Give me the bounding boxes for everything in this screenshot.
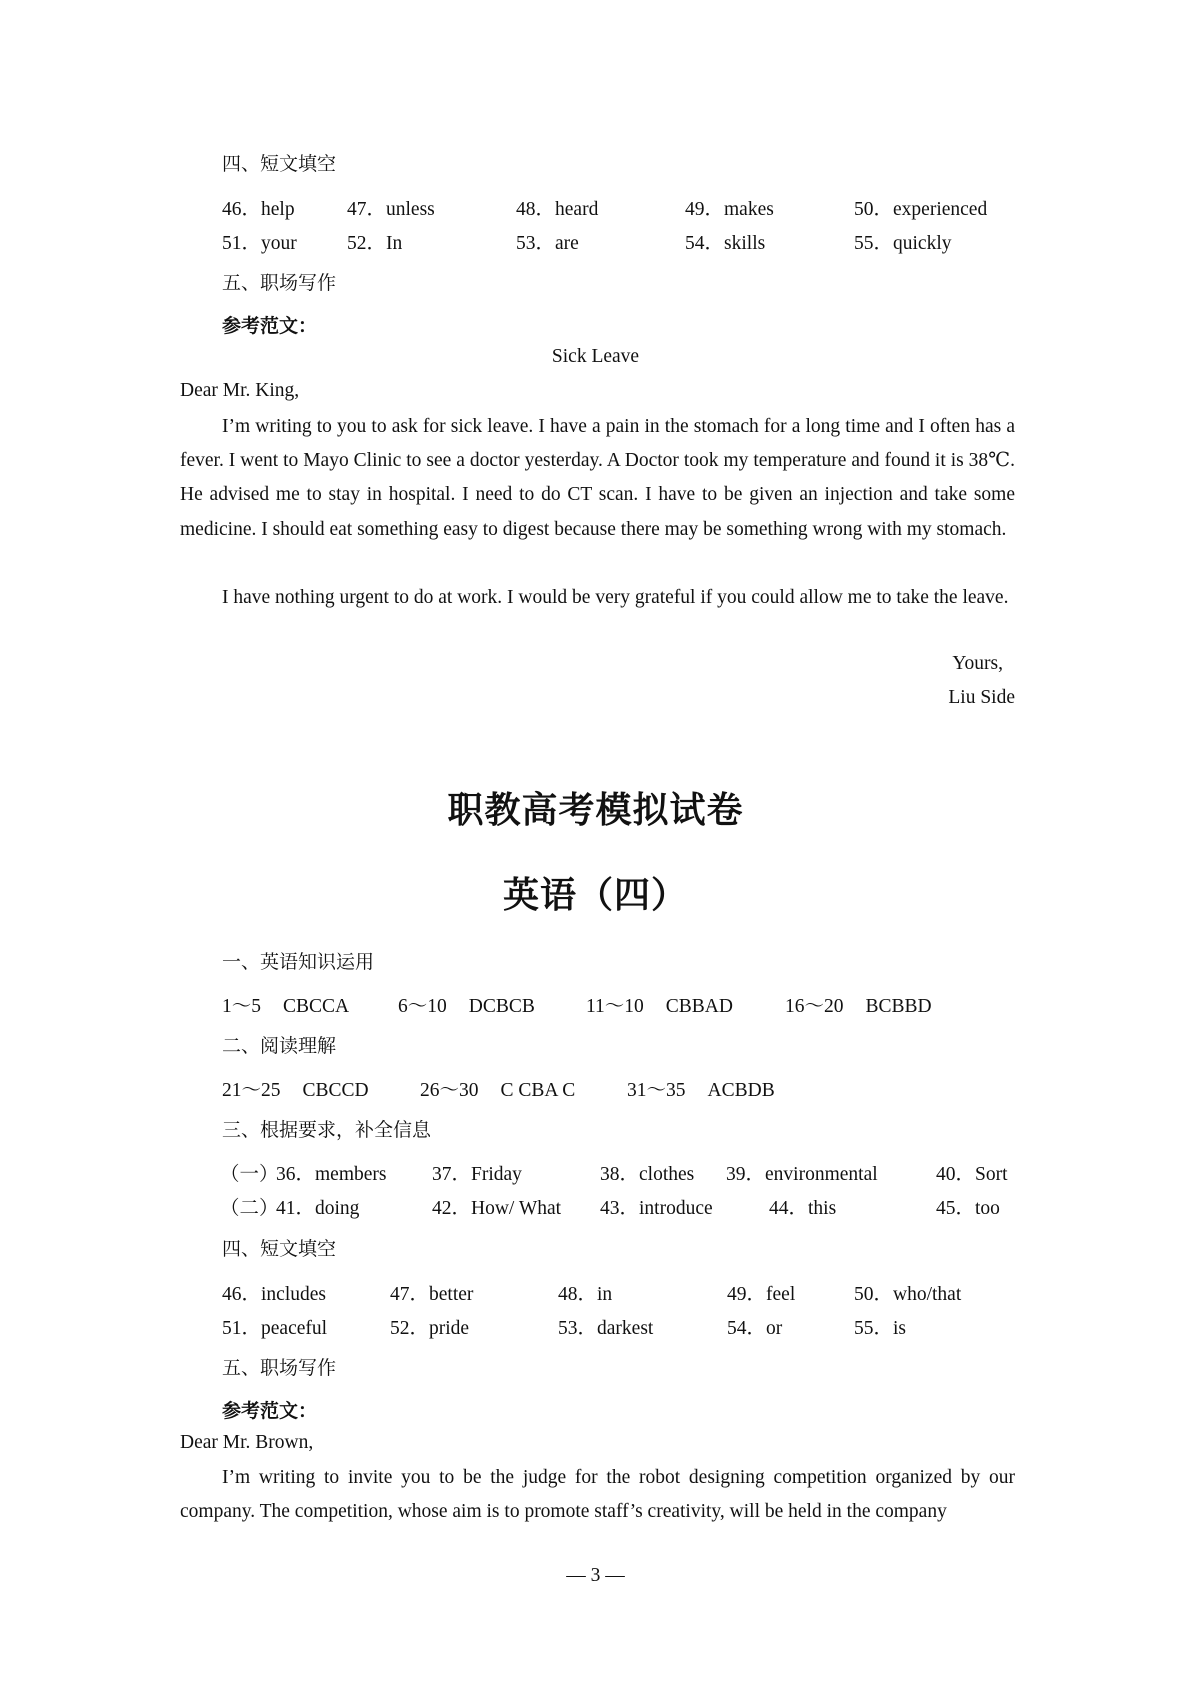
answer-item: 41．doing [276, 1198, 360, 1219]
answer-item: 49．makes [685, 199, 774, 220]
letter-paragraph: I’m writing to invite you to be the judge for the robot designing competition organized by our company. The competition, whose aim is to promote staff’s creativity, will be held in the company [180, 1467, 1015, 1523]
answer-group: 6～10 DCBCB [398, 996, 535, 1017]
answer-item: 37．Friday [432, 1164, 522, 1185]
answer-group: 1～5 CBCCA [222, 996, 350, 1017]
answer-group: 26～30 C CBA C [420, 1080, 576, 1101]
answer-item: 44．this [769, 1198, 837, 1219]
answer-group: 11～10 CBBAD [586, 996, 733, 1017]
answer-item: 46．help [222, 199, 295, 220]
answer-item: 49．feel [727, 1284, 796, 1305]
answer-item: 51．peaceful [222, 1318, 328, 1339]
letter-greeting: Dear Mr. King, [180, 380, 300, 401]
answer-item: 54．skills [685, 233, 766, 254]
answer-item: 50．who/that [854, 1284, 962, 1305]
answer-item: 40．Sort [936, 1164, 1008, 1185]
section-5-title: 五、职场写作 [222, 1357, 337, 1379]
answer-item: 50．experienced [854, 199, 988, 220]
answer-item: 46．includes [222, 1284, 326, 1305]
part1-section-4-title: 四、短文填空 [222, 153, 337, 175]
answer-item: 52．pride [390, 1318, 470, 1339]
row-prefix: （二） [220, 1198, 279, 1219]
letter-signature: Liu Side [948, 687, 1015, 708]
answer-item: 45．too [936, 1198, 1000, 1219]
section-2-title: 二、阅读理解 [222, 1035, 337, 1057]
answer-item: 51．your [222, 233, 297, 254]
answer-item: 52．In [347, 233, 403, 254]
answer-item: 48．heard [516, 199, 599, 220]
answer-group: 16～20 BCBBD [785, 996, 932, 1017]
exam-subtitle: 英语（四） [502, 874, 688, 916]
answer-item: 43．introduce [600, 1198, 713, 1219]
letter-paragraph: I have nothing urgent to do at work. I would be very grateful if you could allow me to take the leave. [222, 587, 1009, 608]
answer-item: 54．or [727, 1318, 783, 1339]
section-3-title: 三、根据要求，补全信息 [222, 1119, 432, 1141]
letter-paragraph: I’m writing to you to ask for sick leave. I have a pain in the stomach for a long time and I often has a fever. I went to Mayo Clinic to see a doctor yesterday. A Doctor took my temperature and found it is 38℃. He advised me to stay in hospital. I need to do CT scan. I have to be given an injection and take some medicine. I should eat something easy to digest because there may be something wrong with my stomach. [180, 416, 1015, 540]
answer-item: 47．unless [347, 199, 435, 220]
part1-section-5-title: 五、职场写作 [222, 272, 337, 294]
essay-title: Sick Leave [551, 346, 640, 367]
answer-group: 31～35 ACBDB [627, 1080, 775, 1101]
page-number: — 3 — [566, 1565, 625, 1586]
answer-item: 55．quickly [854, 233, 952, 254]
letter-closing: Yours, [952, 653, 1003, 674]
answer-group: 21～25 CBCCD [222, 1080, 369, 1101]
section-1-title: 一、英语知识运用 [222, 951, 375, 973]
part1-reference-label: 参考范文： [222, 315, 318, 337]
letter-greeting: Dear Mr. Brown, [180, 1432, 314, 1453]
answer-item: 53．are [516, 233, 579, 254]
answer-item: 53．darkest [558, 1318, 654, 1339]
answer-item: 55．is [854, 1318, 907, 1339]
answer-item: 36．members [276, 1164, 387, 1185]
answer-item: 48．in [558, 1284, 613, 1305]
answer-item: 42．How/ What [432, 1198, 562, 1219]
answer-item: 47．better [390, 1284, 474, 1305]
row-prefix: （一） [220, 1164, 279, 1185]
exam-title: 职教高考模拟试卷 [447, 789, 744, 831]
answer-item: 38．clothes [600, 1164, 695, 1185]
answer-item: 39．environmental [726, 1164, 878, 1185]
reference-label: 参考范文： [222, 1400, 318, 1422]
section-4-title: 四、短文填空 [222, 1238, 337, 1260]
